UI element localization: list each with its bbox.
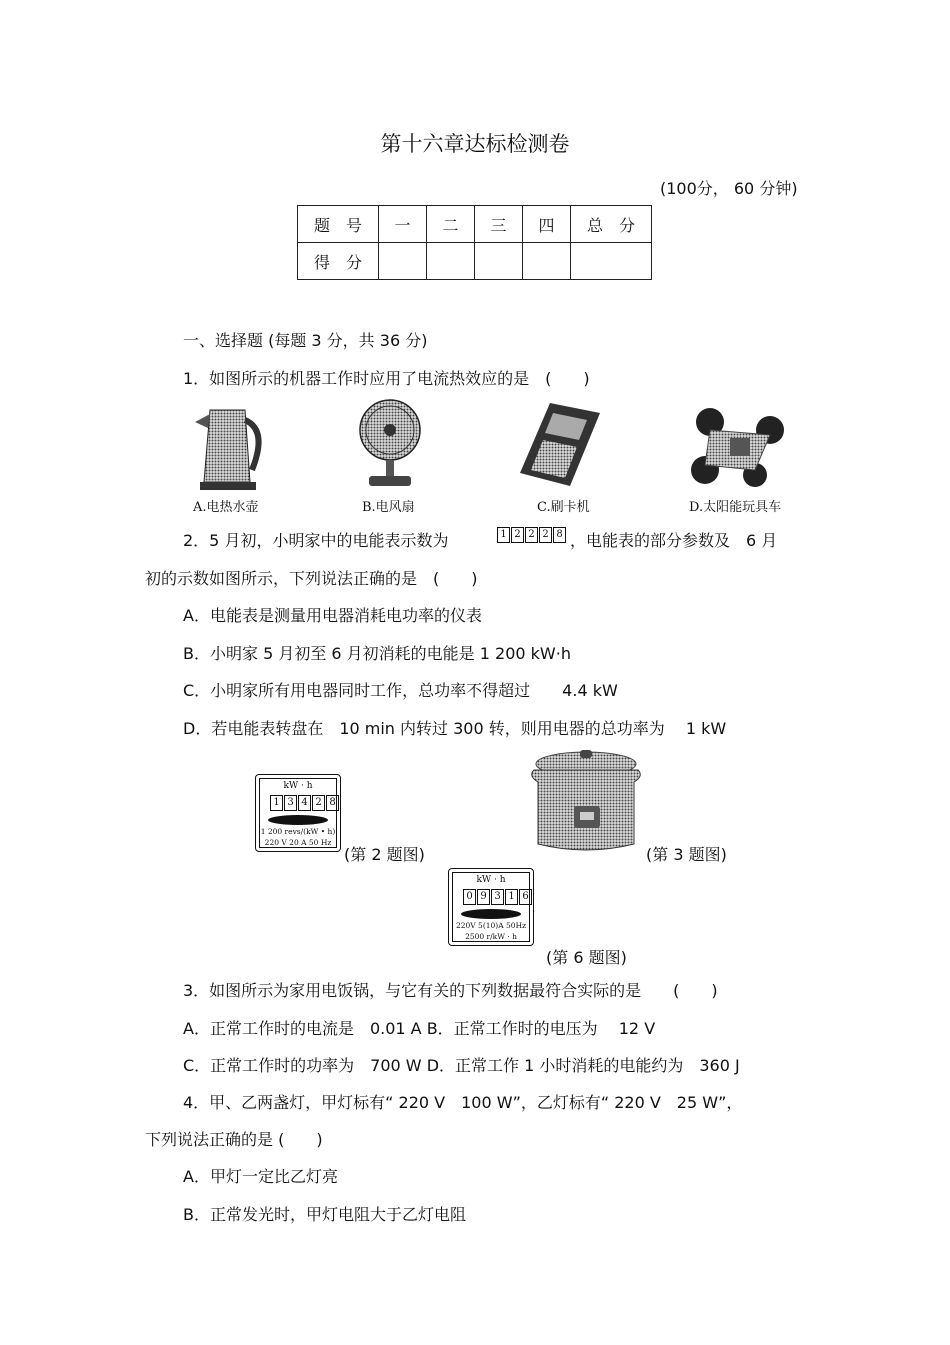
score-cell: 一 [379, 206, 427, 243]
score-cell [571, 243, 652, 280]
question-1: 1．如图所示的机器工作时应用了电流热效应的是 ( ) [183, 369, 590, 388]
meter-digit: 1 [505, 889, 518, 905]
score-cell: 二 [427, 206, 475, 243]
score-cell [427, 243, 475, 280]
score-cell [379, 243, 427, 280]
question-4-line2: 下列说法正确的是 ( ) [145, 1130, 323, 1149]
question-2-line1a: 2．5 月初，小明家中的电能表示数为 [183, 531, 449, 550]
score-cell: 总 分 [571, 206, 652, 243]
score-table-header-row [298, 206, 652, 243]
option-caption-d: D.太阳能玩具车 [689, 500, 782, 515]
page-title: 第十六章达标检测卷 [380, 132, 570, 156]
option-caption-c: C.刷卡机 [537, 500, 590, 515]
meter-digit: 8 [326, 795, 339, 811]
meter-spec: 2500 r/kW · h [465, 932, 517, 941]
meter-disc [268, 815, 328, 825]
question-3-options-ab: A．正常工作时的电流是 0.01 A B．正常工作时的电压为 12 V [183, 1019, 656, 1038]
meter-digit: 8 [553, 527, 566, 543]
meter-digit: 2 [539, 527, 552, 543]
meter-reading [463, 889, 533, 905]
figure-caption-3: (第 3 题图) [646, 845, 727, 864]
question-3-options-cd: C．正常工作时的功率为 700 W D．正常工作 1 小时消耗的电能约为 360 J [183, 1056, 740, 1075]
meter-digit: 3 [491, 889, 504, 905]
meter-spec: 220 V 20 A 50 Hz [264, 838, 332, 847]
exam-info: (100分， 60 分钟) [660, 179, 798, 198]
option-caption-a: A.电热水壶 [193, 500, 259, 515]
score-cell: 四 [523, 206, 571, 243]
question-4-line1: 4．甲、乙两盏灯，甲灯标有“ 220 V 100 W”，乙灯标有“ 220 V 25 W”， [183, 1093, 743, 1112]
score-cell [523, 243, 571, 280]
question-2-option-d: D．若电能表转盘在 10 min 内转过 300 转，则用电器的总功率为 1 kW [183, 719, 727, 738]
question-4-option-a: A．甲灯一定比乙灯亮 [183, 1167, 338, 1186]
meter-digit: 1 [497, 527, 510, 543]
figure-caption-6: (第 6 题图) [546, 948, 627, 967]
meter-digit: 9 [477, 889, 490, 905]
figure-caption-2: (第 2 题图) [344, 845, 425, 864]
score-cell: 题 号 [298, 206, 379, 243]
electric-fan-image [355, 396, 425, 492]
score-table-score-row [298, 243, 652, 280]
question-2-option-c: C．小明家所有用电器同时工作，总功率不得超过 4.4 kW [183, 681, 618, 700]
inline-meter-reading [497, 527, 567, 543]
meter-reading [270, 795, 340, 811]
section-heading: 一、选择题 (每题 3 分，共 36 分) [183, 331, 428, 350]
score-table [297, 205, 652, 280]
meter-digit: 0 [463, 889, 476, 905]
rice-cooker-image [528, 748, 646, 856]
electric-meter-fig6 [448, 868, 534, 946]
question-2-line1b: ，电能表的部分参数及 6 月 [570, 531, 778, 550]
option-caption-b: B.电风扇 [362, 500, 415, 515]
meter-digit: 4 [298, 795, 311, 811]
score-cell [475, 243, 523, 280]
card-reader-image [515, 398, 605, 488]
question-4-option-b: B．正常发光时，甲灯电阻大于乙灯电阻 [183, 1205, 466, 1224]
question-2-line2: 初的示数如图所示，下列说法正确的是 ( ) [145, 569, 478, 588]
meter-spec: 220V 5(10)A 50Hz [455, 921, 527, 930]
meter-digit: 2 [525, 527, 538, 543]
question-2-option-a: A．电能表是测量用电器消耗电功率的仪表 [183, 606, 482, 625]
score-cell: 三 [475, 206, 523, 243]
meter-digit: 3 [284, 795, 297, 811]
solar-toy-car-image [685, 400, 790, 488]
meter-unit: kW · h [476, 875, 506, 885]
meter-digit: 1 [270, 795, 283, 811]
meter-digit: 2 [312, 795, 325, 811]
question-3: 3．如图所示为家用电饭锅，与它有关的下列数据最符合实际的是 ( ) [183, 981, 718, 1000]
score-cell: 得 分 [298, 243, 379, 280]
meter-digit: 2 [511, 527, 524, 543]
meter-spec: 1 200 revs/(kW • h) [260, 827, 336, 836]
meter-unit: kW · h [283, 781, 313, 791]
meter-digit: 6 [519, 889, 532, 905]
electric-kettle-image [190, 400, 272, 492]
meter-disc [461, 909, 521, 919]
electric-meter-fig2 [255, 774, 341, 852]
question-2-option-b: B．小明家 5 月初至 6 月初消耗的电能是 1 200 kW·h [183, 644, 571, 663]
